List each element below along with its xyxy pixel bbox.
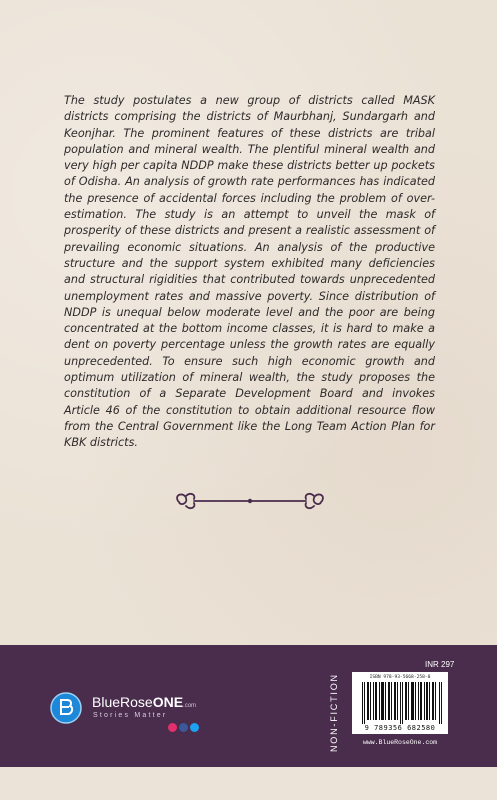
- facebook-icon: [179, 723, 188, 732]
- isbn-digits: 9 789356 682580: [364, 724, 436, 732]
- publisher-name-suffix: .com: [183, 703, 197, 709]
- publisher-tagline: Stories Matter: [93, 712, 168, 719]
- isbn-label: ISBN 978-93-5668-258-0: [369, 675, 431, 680]
- publisher-name: [92, 694, 196, 710]
- genre-label: NON-FICTION: [329, 673, 339, 752]
- twitter-icon: [190, 723, 199, 732]
- social-icons: [168, 723, 199, 733]
- barcode: [352, 672, 448, 734]
- price-label: INR 297: [425, 660, 455, 669]
- publisher-name-part2: ONE: [152, 694, 184, 710]
- flourish-ornament: [170, 490, 330, 512]
- bluerose-logo-icon: [50, 692, 82, 724]
- bottom-margin-strip: [0, 767, 497, 800]
- publisher-website: www.BlueRoseOne.com: [362, 739, 438, 746]
- barcode-bars: [362, 682, 442, 724]
- instagram-icon: [168, 723, 177, 732]
- back-cover-blurb: The study postulates a new group of districts called MASK districts comprising the districts of Maurbhanj, Sundargarh and Keonjhar. The prominent features of these districts are tribal population and mineral wealth. The plentiful mineral wealth and very high per capita NDDP make these districts better up pockets of Odisha. An analysis of growth rate performances has indicated the presence of accidental forces including the problem of over-estimation. The study is an attempt to unveil the mask of prosperity of these districts and present a realistic assessment of prevailing economic situations. An analysis of the productive structure and the support system exhibited many deficiencies and structural rigidities that contributed towards unprecedented unemployment rates and massive poverty. Since distribution of NDDP is unequal below moderate level and the poor are being concentrated at the bottom income classes, it is hard to make a dent on poverty percentage unless the growth rates are equally unprecedented. To ensure such high economic growth and optimum utilization of mineral wealth, the study proposes the constitution of a Separate Development Board and invokes Article 46 of the constitution to obtain additional resource flow from the Central Government like the Long Team Action Plan for KBK districts.: [64, 94, 435, 450]
- publisher-name-part1: BlueRose: [92, 694, 153, 710]
